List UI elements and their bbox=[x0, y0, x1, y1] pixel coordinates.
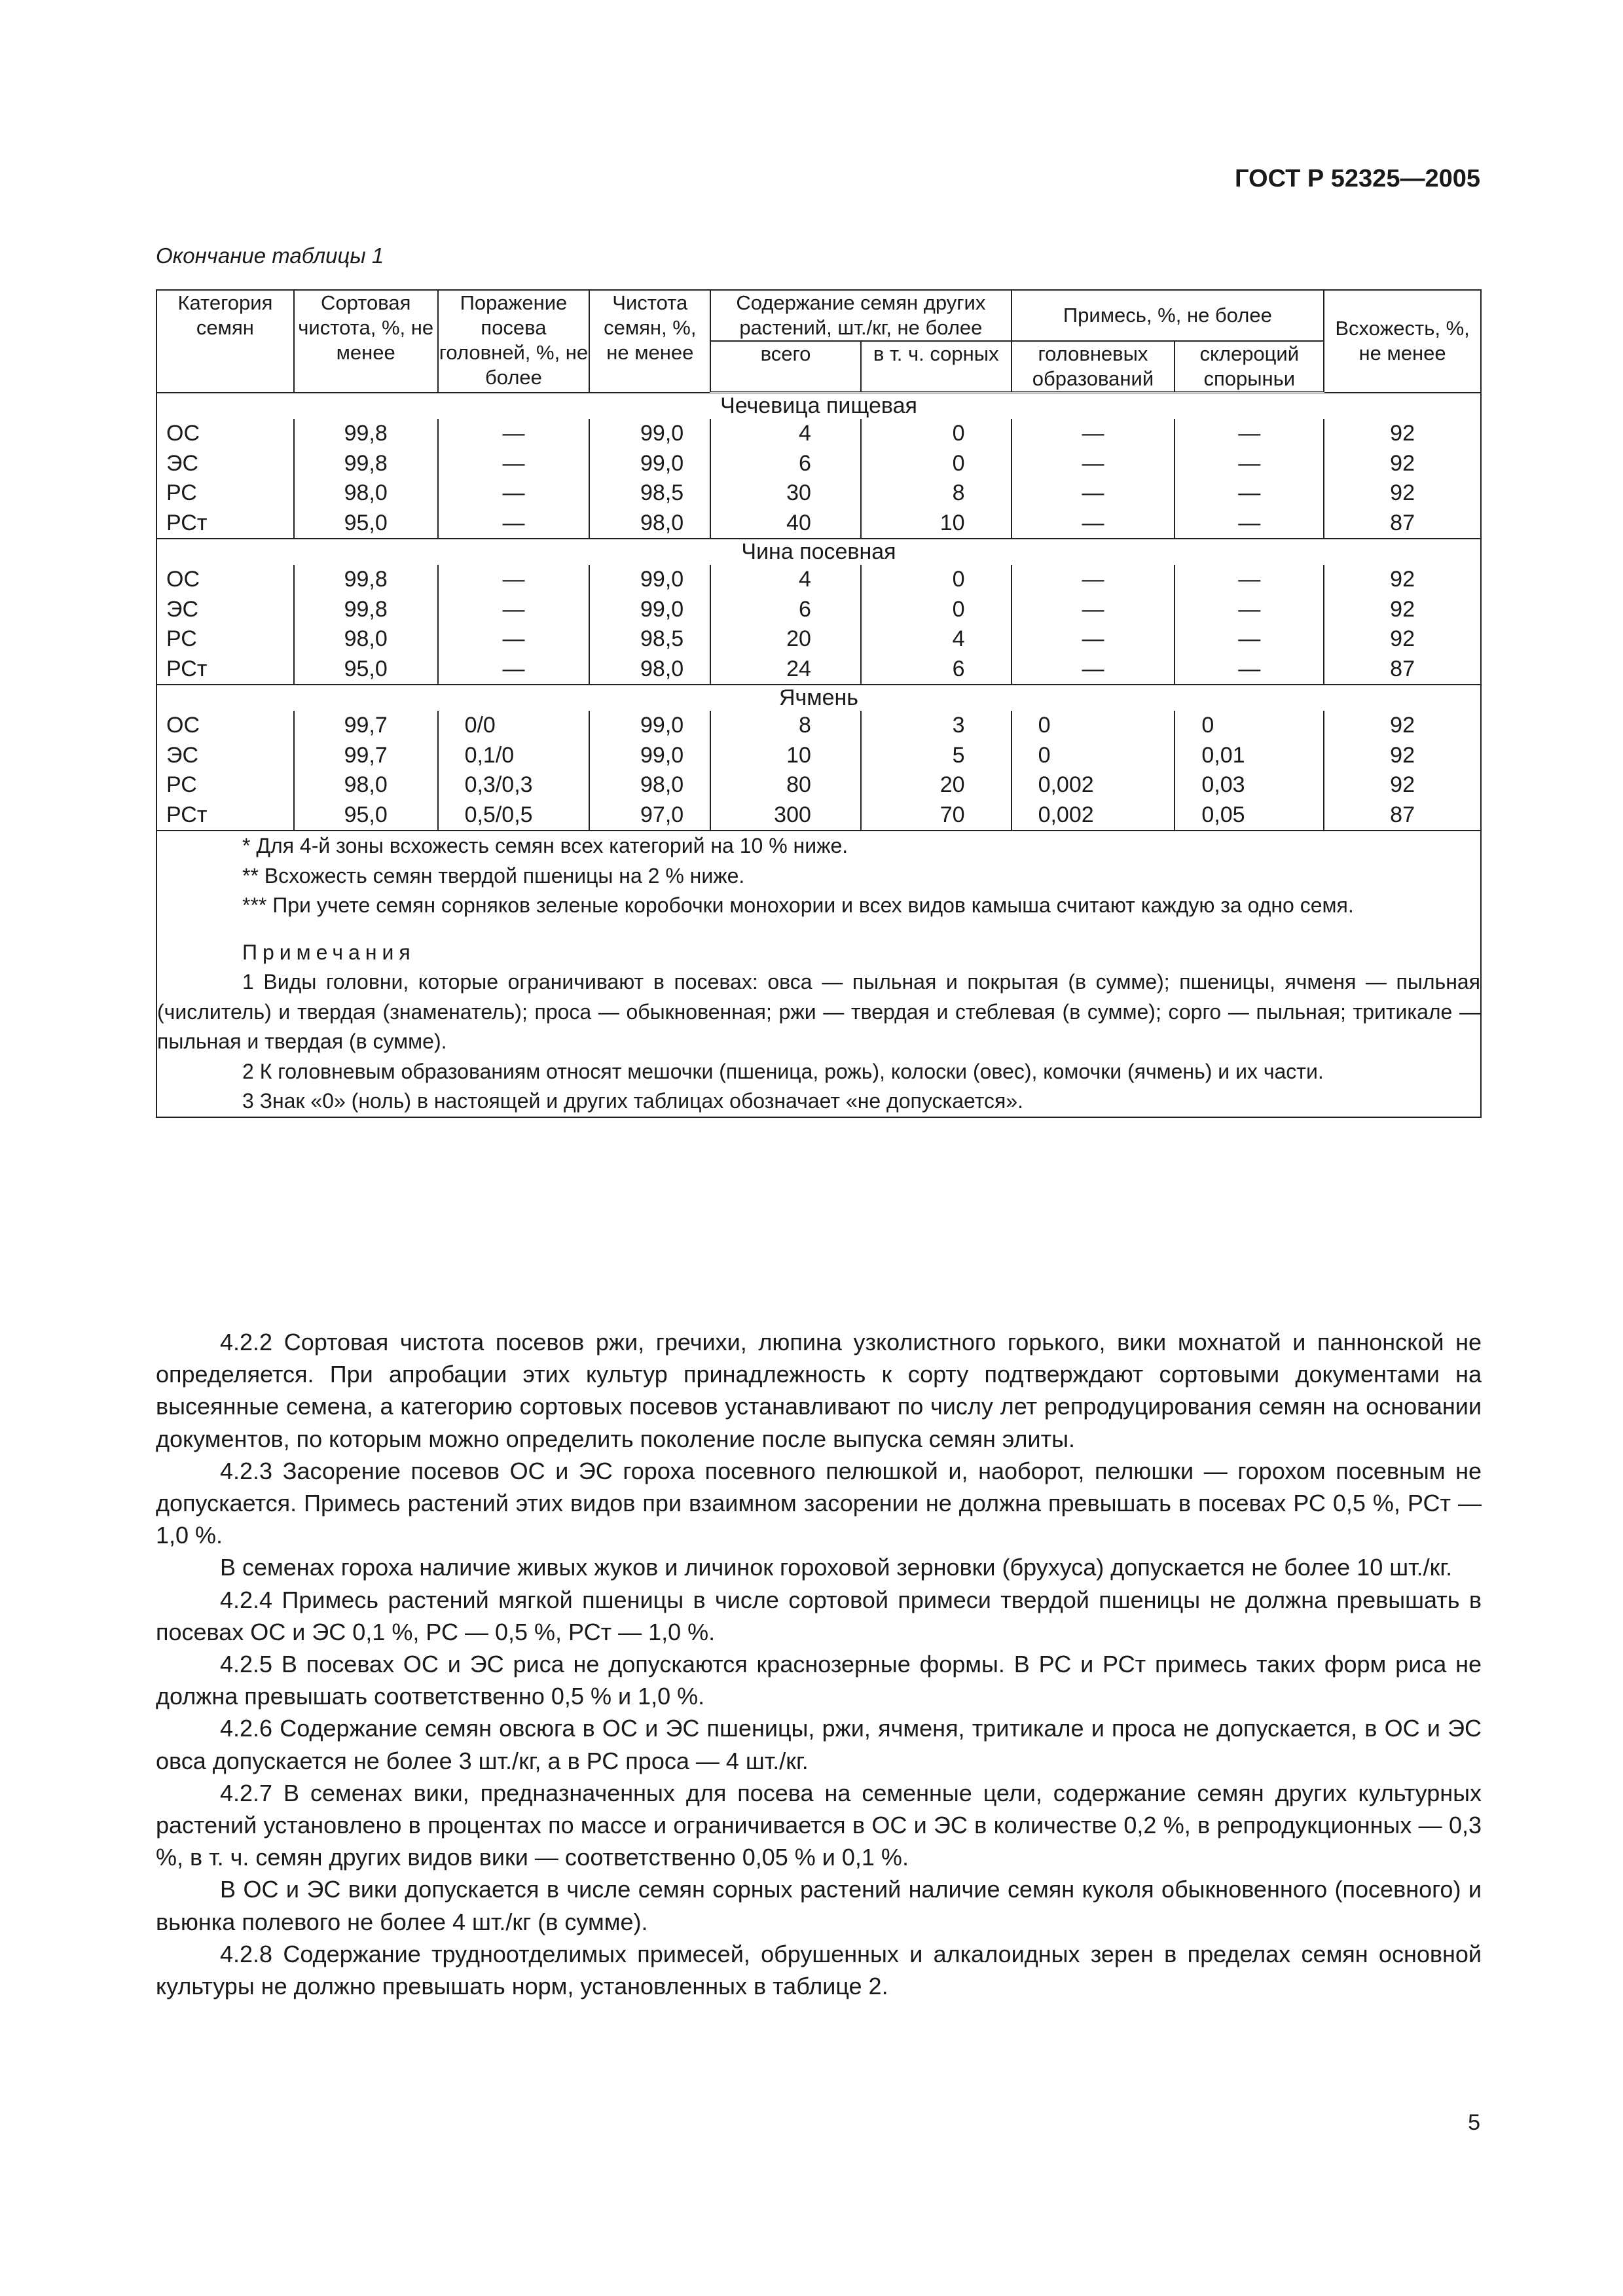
cell-cat: ЭС bbox=[156, 449, 294, 479]
cell-wd: 6 bbox=[861, 655, 1012, 685]
table-caption: Окончание таблицы 1 bbox=[156, 243, 384, 268]
cell-er: 0,05 bbox=[1175, 800, 1324, 831]
cell-sp: 99,0 bbox=[589, 419, 710, 449]
cell-sd: — bbox=[438, 449, 590, 479]
cell-hs: — bbox=[1012, 655, 1175, 685]
footnote: * Для 4-й зоны всхожесть семян всех категорий на 10 % ниже. bbox=[242, 834, 848, 857]
col-header-admixture: Примесь, %, не более bbox=[1012, 290, 1324, 341]
table-row bbox=[156, 770, 1481, 800]
body-text bbox=[156, 1326, 1482, 2002]
cell-hs: — bbox=[1012, 419, 1175, 449]
cell-vp: 99,7 bbox=[294, 711, 438, 741]
cell-cat: РСт bbox=[156, 655, 294, 685]
cell-er: — bbox=[1175, 624, 1324, 655]
table-row bbox=[156, 565, 1481, 595]
cell-wd: 3 bbox=[861, 711, 1012, 741]
table-body bbox=[156, 393, 1481, 831]
cell-sp: 97,0 bbox=[589, 800, 710, 831]
table-row bbox=[156, 478, 1481, 509]
note: 1 Виды головни, которые ограничивают в посевах: овса — пыльная и покрытая (в сумме); пшеницы, ячменя — пыльная (числитель) и твердая (знаменатель); проса — обыкновенная; ржи — твердая и стеблевая (в сумме); сорго — пыльная; тритикале — пыльная и твердая (в сумме). bbox=[157, 970, 1480, 1053]
cell-gm: 92 bbox=[1324, 419, 1481, 449]
cell-er: 0,01 bbox=[1175, 741, 1324, 771]
table-notes bbox=[156, 831, 1481, 1117]
cell-sp: 99,0 bbox=[589, 711, 710, 741]
cell-tot: 40 bbox=[710, 509, 861, 539]
paragraph: 4.2.2 Сортовая чистота посевов ржи, гречихи, люпина узколистного горького, вики мохнатой и паннонской не определяется. При апробации этих культур принадлежность к сорту подтверждают сортовыми документами на высеянные семена, а категорию сортовых посевов устанавливают по числу лет репродуцирования семян на основании документов, по которым можно определить поколение после выпуска семян элиты. bbox=[156, 1329, 1482, 1452]
cell-sp: 98,0 bbox=[589, 655, 710, 685]
cell-vp: 95,0 bbox=[294, 655, 438, 685]
cell-tot: 6 bbox=[710, 449, 861, 479]
cell-er: — bbox=[1175, 565, 1324, 595]
cell-hs: — bbox=[1012, 624, 1175, 655]
cell-tot: 24 bbox=[710, 655, 861, 685]
paragraph: В семенах гороха наличие живых жуков и личинок гороховой зерновки (брухуса) допускается не более 10 шт./кг. bbox=[220, 1554, 1453, 1581]
cell-gm: 92 bbox=[1324, 711, 1481, 741]
seed-quality-table bbox=[156, 289, 1482, 1118]
col-header-other-total: всего bbox=[710, 341, 861, 393]
cell-vp: 98,0 bbox=[294, 478, 438, 509]
footnote: *** При учете семян сорняков зеленые коробочки монохории и всех видов камыша считают каждую за одно семя. bbox=[242, 893, 1354, 917]
cell-cat: РС bbox=[156, 478, 294, 509]
cell-tot: 4 bbox=[710, 565, 861, 595]
cell-hs: — bbox=[1012, 478, 1175, 509]
paragraph: В ОС и ЭС вики допускается в числе семян сорных растений наличие семян куколя обыкновенного (посевного) и вьюнка полевого не более 4 шт./кг (в сумме). bbox=[156, 1876, 1482, 1935]
cell-er: — bbox=[1175, 449, 1324, 479]
cell-vp: 99,8 bbox=[294, 419, 438, 449]
cell-er: 0 bbox=[1175, 711, 1324, 741]
cell-tot: 20 bbox=[710, 624, 861, 655]
cell-gm: 92 bbox=[1324, 478, 1481, 509]
cell-tot: 6 bbox=[710, 595, 861, 625]
table-row bbox=[156, 655, 1481, 685]
cell-er: — bbox=[1175, 655, 1324, 685]
cell-hs: 0,002 bbox=[1012, 770, 1175, 800]
cell-vp: 99,8 bbox=[294, 449, 438, 479]
cell-cat: РС bbox=[156, 624, 294, 655]
cell-vp: 98,0 bbox=[294, 624, 438, 655]
col-header-other-weeds: в т. ч. сорных bbox=[861, 341, 1012, 393]
cell-vp: 95,0 bbox=[294, 509, 438, 539]
table-row bbox=[156, 711, 1481, 741]
cell-hs: — bbox=[1012, 449, 1175, 479]
cell-sd: — bbox=[438, 655, 590, 685]
cell-wd: 70 bbox=[861, 800, 1012, 831]
paragraph: 4.2.3 Засорение посевов ОС и ЭС гороха посевного пелюшкой и, наоборот, пелюшки — горохом посевным не допускается. Примесь растений этих видов при взаимном засорении не должна превышать в посевах РС 0,5 %, РСт — 1,0 %. bbox=[156, 1457, 1482, 1549]
cell-cat: ОС bbox=[156, 711, 294, 741]
cell-gm: 87 bbox=[1324, 655, 1481, 685]
col-header-germination: Всхожесть, %, не менее bbox=[1324, 290, 1481, 393]
table-row bbox=[156, 595, 1481, 625]
cell-wd: 0 bbox=[861, 419, 1012, 449]
cell-cat: ОС bbox=[156, 419, 294, 449]
cell-sp: 99,0 bbox=[589, 595, 710, 625]
paragraph: 4.2.4 Примесь растений мягкой пшеницы в числе сортовой примеси твердой пшеницы не должна превышать в посевах ОС и ЭС 0,1 %, РС — 0,5 %, РСт — 1,0 %. bbox=[156, 1586, 1482, 1645]
paragraph: 4.2.7 В семенах вики, предназначенных для посева на семенные цели, содержание семян других культурных растений установлено в процентах по массе и ограничивается в ОС и ЭС в количестве 0,2 %, в репродукционных — 0,3 %, в т. ч. семян других видов вики — соответственно 0,05 % и 0,1 %. bbox=[156, 1779, 1482, 1871]
cell-tot: 30 bbox=[710, 478, 861, 509]
cell-wd: 20 bbox=[861, 770, 1012, 800]
cell-sd: — bbox=[438, 419, 590, 449]
cell-sp: 98,5 bbox=[589, 478, 710, 509]
cell-gm: 87 bbox=[1324, 800, 1481, 831]
cell-er: — bbox=[1175, 478, 1324, 509]
table-row bbox=[156, 741, 1481, 771]
cell-gm: 92 bbox=[1324, 595, 1481, 625]
table-row bbox=[156, 509, 1481, 539]
cell-tot: 8 bbox=[710, 711, 861, 741]
section-title: Чина посевная bbox=[156, 539, 1481, 565]
cell-gm: 92 bbox=[1324, 624, 1481, 655]
col-header-smut-damage: Поражение посева головней, %, не более bbox=[438, 290, 590, 393]
cell-sp: 99,0 bbox=[589, 449, 710, 479]
cell-gm: 92 bbox=[1324, 770, 1481, 800]
cell-cat: ЭС bbox=[156, 595, 294, 625]
cell-gm: 92 bbox=[1324, 565, 1481, 595]
cell-wd: 0 bbox=[861, 565, 1012, 595]
table-row bbox=[156, 800, 1481, 831]
cell-sd: — bbox=[438, 509, 590, 539]
col-header-varietal-purity: Сортовая чистота, %, не менее bbox=[294, 290, 438, 393]
cell-vp: 98,0 bbox=[294, 770, 438, 800]
cell-vp: 99,8 bbox=[294, 595, 438, 625]
page-number: 5 bbox=[1468, 2110, 1480, 2135]
cell-wd: 5 bbox=[861, 741, 1012, 771]
cell-cat: РСт bbox=[156, 800, 294, 831]
note: 2 К головневым образованиям относят мешочки (пшеница, рожь), колоски (овес), комочки (ячмень) и их части. bbox=[242, 1059, 1324, 1083]
table-row bbox=[156, 624, 1481, 655]
cell-tot: 10 bbox=[710, 741, 861, 771]
cell-hs: 0 bbox=[1012, 741, 1175, 771]
cell-hs: — bbox=[1012, 509, 1175, 539]
cell-sp: 99,0 bbox=[589, 741, 710, 771]
cell-hs: 0,002 bbox=[1012, 800, 1175, 831]
cell-sd: 0,3/0,3 bbox=[438, 770, 590, 800]
cell-wd: 4 bbox=[861, 624, 1012, 655]
cell-sp: 99,0 bbox=[589, 565, 710, 595]
cell-cat: РС bbox=[156, 770, 294, 800]
cell-tot: 80 bbox=[710, 770, 861, 800]
cell-er: — bbox=[1175, 595, 1324, 625]
notes-title: Примечания bbox=[242, 940, 416, 964]
cell-sp: 98,5 bbox=[589, 624, 710, 655]
table-row bbox=[156, 449, 1481, 479]
cell-vp: 99,8 bbox=[294, 565, 438, 595]
cell-gm: 92 bbox=[1324, 449, 1481, 479]
cell-wd: 8 bbox=[861, 478, 1012, 509]
section-title: Ячмень bbox=[156, 685, 1481, 711]
col-header-other-seeds: Содержание семян других растений, шт./кг, не более bbox=[710, 290, 1011, 341]
cell-cat: РСт bbox=[156, 509, 294, 539]
cell-tot: 300 bbox=[710, 800, 861, 831]
cell-sp: 98,0 bbox=[589, 770, 710, 800]
col-header-smut-formations: головневых образований bbox=[1012, 341, 1175, 393]
cell-wd: 0 bbox=[861, 449, 1012, 479]
cell-tot: 4 bbox=[710, 419, 861, 449]
document-code: ГОСТ Р 52325—2005 bbox=[1235, 165, 1480, 192]
cell-sd: 0/0 bbox=[438, 711, 590, 741]
cell-vp: 99,7 bbox=[294, 741, 438, 771]
cell-gm: 92 bbox=[1324, 741, 1481, 771]
cell-sd: — bbox=[438, 595, 590, 625]
cell-sd: 0,5/0,5 bbox=[438, 800, 590, 831]
cell-wd: 0 bbox=[861, 595, 1012, 625]
table-row bbox=[156, 419, 1481, 449]
cell-er: — bbox=[1175, 419, 1324, 449]
cell-cat: ЭС bbox=[156, 741, 294, 771]
note: 3 Знак «0» (ноль) в настоящей и других таблицах обозначает «не допускается». bbox=[242, 1089, 1024, 1113]
paragraph: 4.2.6 Содержание семян овсюга в ОС и ЭС пшеницы, ржи, ячменя, тритикале и проса не допускается, в ОС и ЭС овса допускается не более 3 шт./кг, а в РС проса — 4 шт./кг. bbox=[156, 1715, 1482, 1774]
cell-sd: — bbox=[438, 624, 590, 655]
cell-sp: 98,0 bbox=[589, 509, 710, 539]
cell-wd: 10 bbox=[861, 509, 1012, 539]
cell-hs: — bbox=[1012, 595, 1175, 625]
paragraph: 4.2.5 В посевах ОС и ЭС риса не допускаются краснозерные формы. В РС и РСт примесь таких форм риса не должна превышать соответственно 0,5 % и 1,0 %. bbox=[156, 1651, 1482, 1710]
col-header-ergot: склероций спорыньи bbox=[1175, 341, 1324, 393]
cell-cat: ОС bbox=[156, 565, 294, 595]
cell-er: — bbox=[1175, 509, 1324, 539]
paragraph: 4.2.8 Содержание трудноотделимых примесей, обрушенных и алкалоидных зерен в пределах семян основной культуры не должно превышать норм, установленных в таблице 2. bbox=[156, 1940, 1482, 2000]
cell-sd: 0,1/0 bbox=[438, 741, 590, 771]
section-title: Чечевица пищевая bbox=[156, 393, 1481, 420]
cell-gm: 87 bbox=[1324, 509, 1481, 539]
footnote: ** Всхожесть семян твердой пшеницы на 2 % ниже. bbox=[242, 863, 745, 888]
cell-er: 0,03 bbox=[1175, 770, 1324, 800]
cell-vp: 95,0 bbox=[294, 800, 438, 831]
col-header-category: Категория семян bbox=[156, 290, 294, 393]
cell-sd: — bbox=[438, 565, 590, 595]
cell-sd: — bbox=[438, 478, 590, 509]
cell-hs: — bbox=[1012, 565, 1175, 595]
cell-hs: 0 bbox=[1012, 711, 1175, 741]
col-header-seed-purity: Чистота семян, %, не менее bbox=[589, 290, 710, 393]
